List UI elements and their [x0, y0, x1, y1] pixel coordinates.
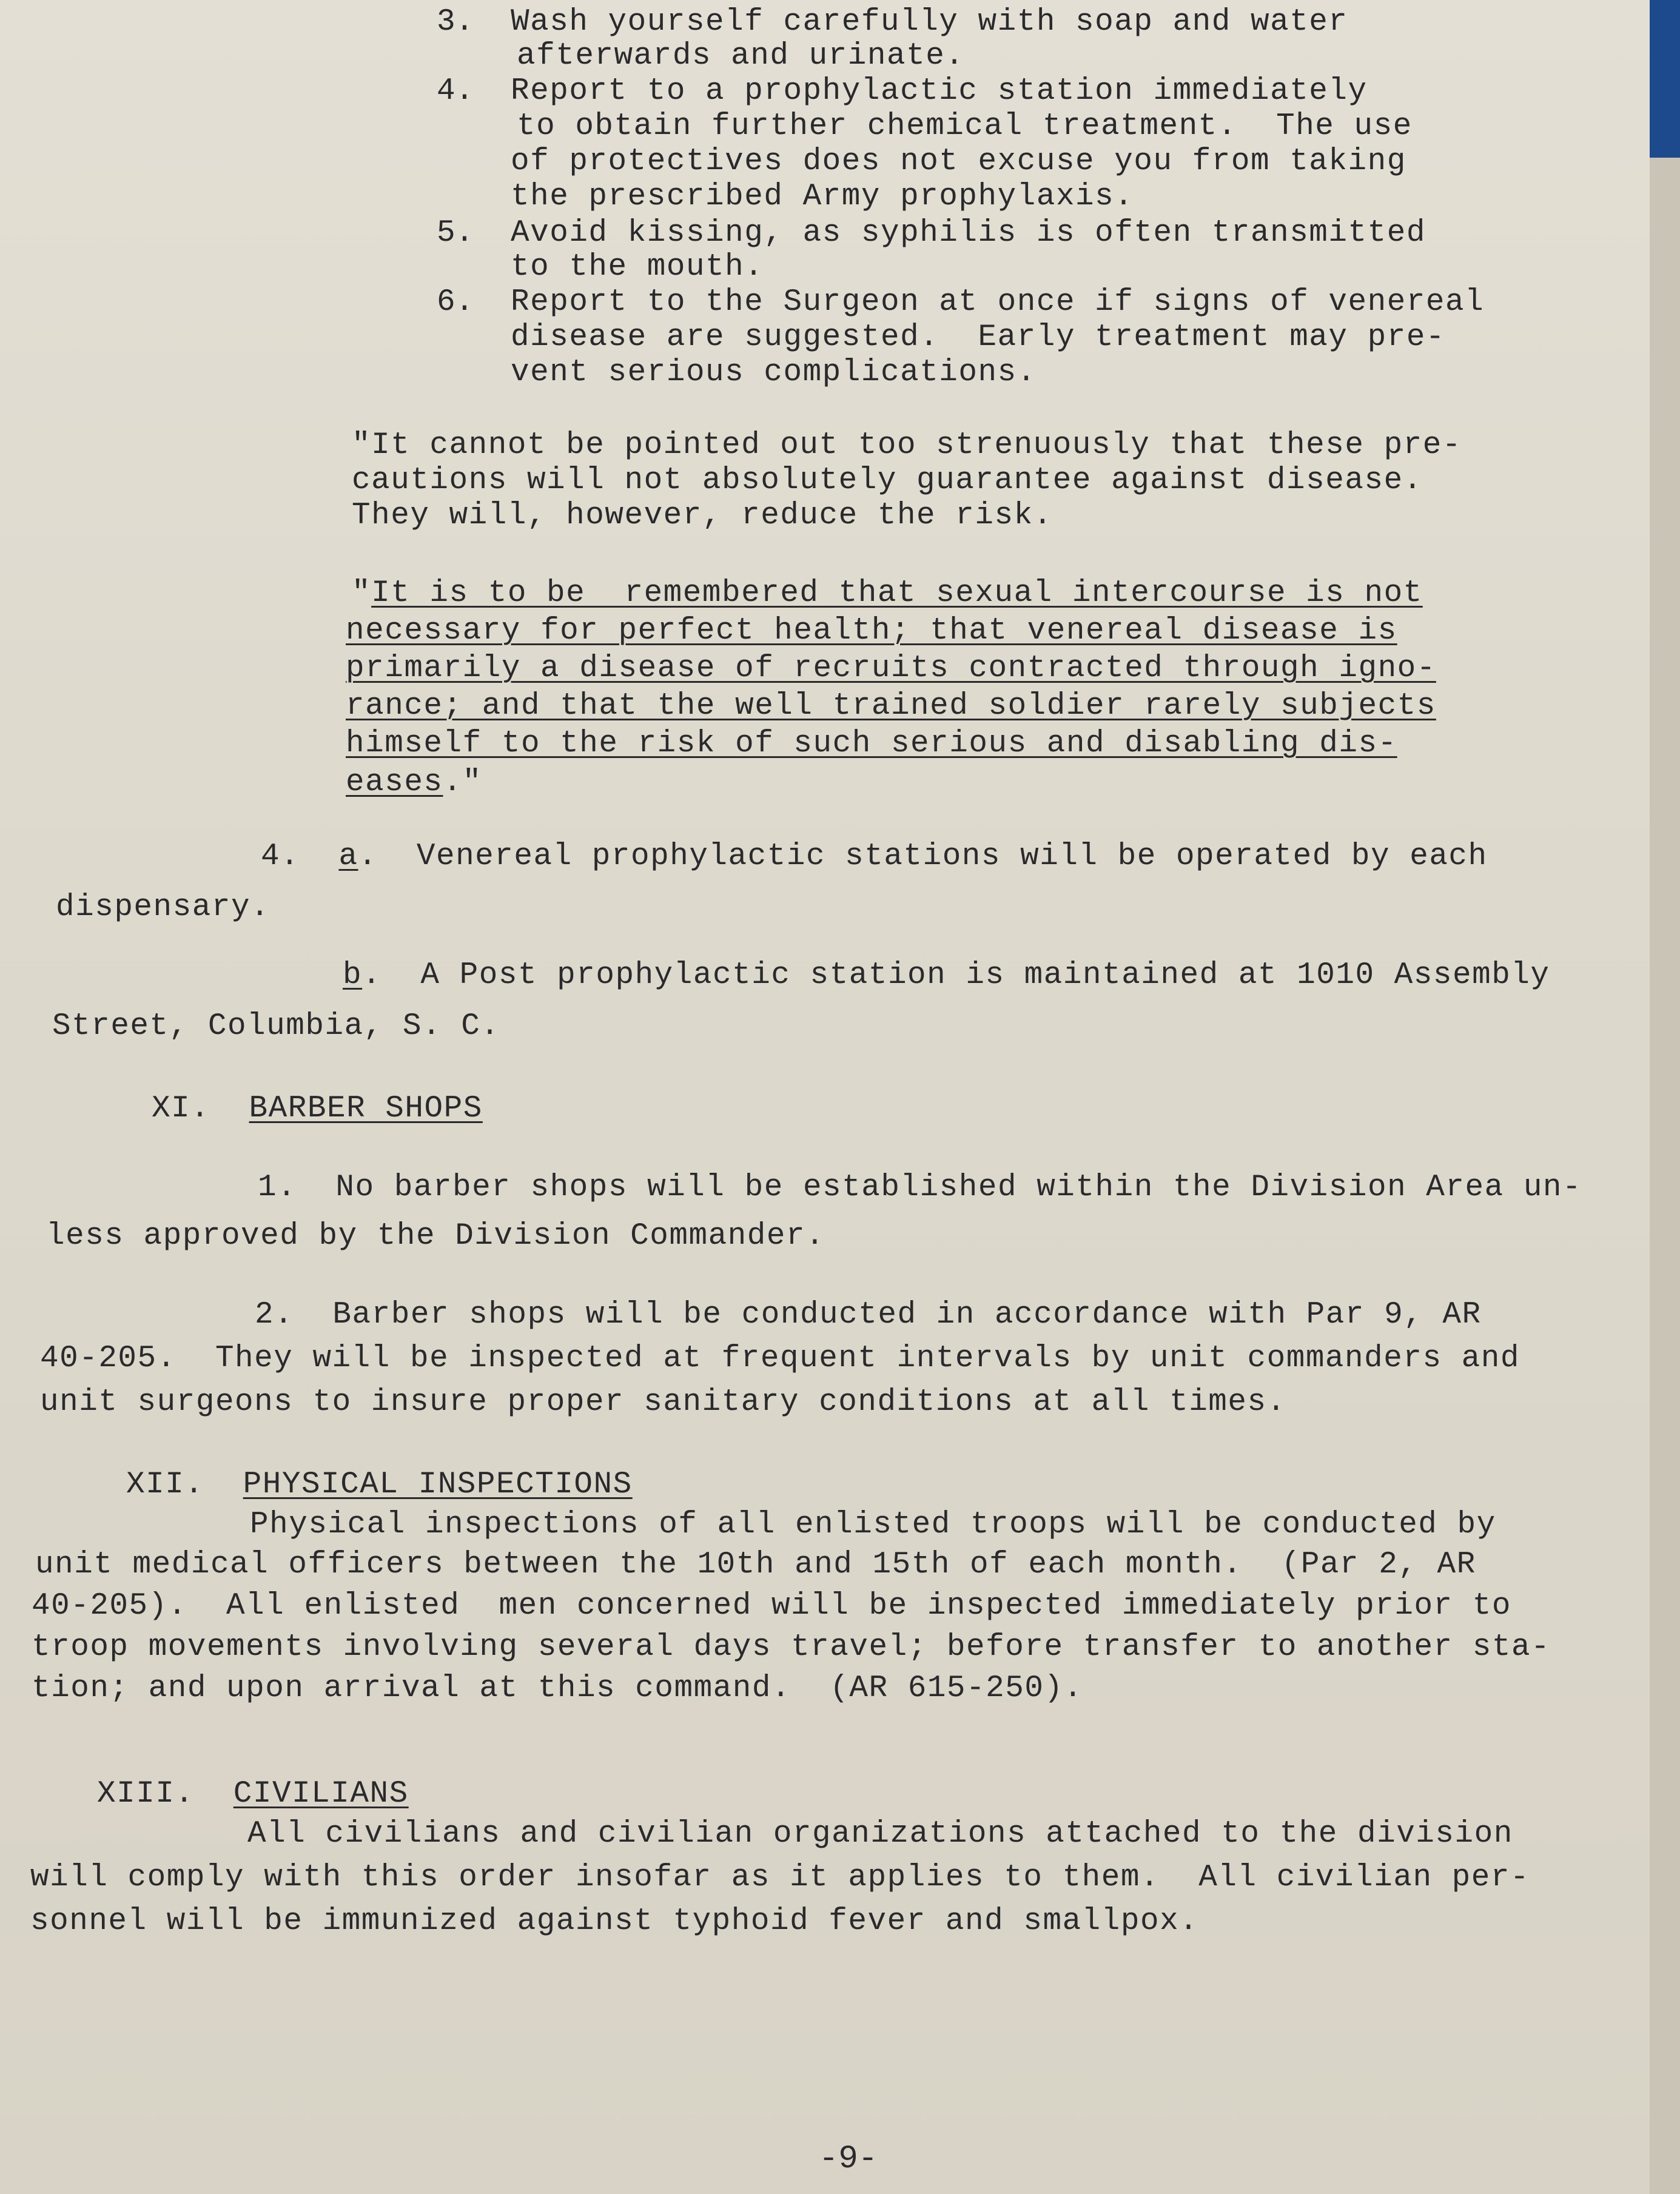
section-xiii-heading: XIII. CIVILIANS — [97, 1777, 409, 1811]
para-4a-cont: dispensary. — [56, 890, 270, 925]
section-xii-line: tion; and upon arrival at this command. (AR 615-250). — [32, 1671, 1083, 1706]
list-line: afterwards and urinate. — [517, 39, 965, 73]
para-4b-cont: Street, Columbia, S. C. — [52, 1009, 500, 1044]
quote-line: They will, however, reduce the risk. — [352, 498, 1053, 533]
quote-underlined-line: rance; and that the well trained soldier rarely subjects — [346, 689, 1436, 723]
section-xi-heading: XI. BARBER SHOPS — [152, 1092, 483, 1126]
list-num-4: 4. — [437, 74, 474, 109]
quote-line: cautions will not absolutely guarantee against disease. — [352, 463, 1423, 498]
quote-underlined-line: "It is to be remembered that sexual intercourse is not — [352, 576, 1423, 611]
list-line: to the mouth. — [511, 250, 764, 284]
background-edge — [1650, 158, 1680, 2194]
section-xii-heading: XII. PHYSICAL INSPECTIONS — [126, 1468, 633, 1502]
list-num-6: 6. — [437, 285, 474, 320]
quote-line: "It cannot be pointed out too strenuously that these pre- — [352, 428, 1462, 463]
section-xii-line: 40-205). All enlisted men concerned will be inspected immediately prior to — [32, 1589, 1511, 1623]
list-line: vent serious complications. — [511, 355, 1037, 390]
section-xiii-line: sonnel will be immunized against typhoid fever and smallpox. — [30, 1904, 1199, 1939]
page-number: -9- — [819, 2141, 878, 2178]
section-xiii-line: All civilians and civilian organizations attached to the division — [247, 1817, 1513, 1851]
list-line: of protectives does not excuse you from taking — [511, 144, 1406, 179]
para-4a: 4. a. Venereal prophylactic stations will be operated by each — [261, 839, 1488, 874]
section-xi-p1: 1. No barber shops will be established within the Division Area un- — [258, 1170, 1582, 1205]
quote-underlined-line: himself to the risk of such serious and disabling dis- — [346, 726, 1397, 761]
section-xi-p2: unit surgeons to insure proper sanitary conditions at all times. — [40, 1385, 1286, 1420]
list-line: Report to a prophylactic station immediately — [511, 74, 1368, 109]
list-line: disease are suggested. Early treatment may pre- — [511, 320, 1446, 355]
para-4b: b. A Post prophylactic station is maintained at 1010 Assembly — [343, 958, 1550, 993]
list-line: to obtain further chemical treatment. The use — [517, 109, 1413, 144]
section-xii-line: troop movements involving several days travel; before transfer to another sta- — [32, 1630, 1551, 1665]
list-num-3: 3. — [437, 5, 474, 39]
quote-underlined-line: primarily a disease of recruits contracted through igno- — [346, 651, 1436, 686]
section-xi-p2: 2. Barber shops will be conducted in accordance with Par 9, AR — [255, 1298, 1482, 1332]
list-line: Wash yourself carefully with soap and water — [511, 5, 1348, 39]
section-xi-p1: less approved by the Division Commander. — [46, 1219, 825, 1253]
list-line: Report to the Surgeon at once if signs of venereal — [511, 285, 1485, 320]
section-xii-line: Physical inspections of all enlisted troops will be conducted by — [250, 1508, 1496, 1542]
section-xi-p2: 40-205. They will be inspected at frequent intervals by unit commanders and — [40, 1341, 1520, 1376]
blue-edge — [1650, 0, 1680, 158]
quote-underlined-line: necessary for perfect health; that venereal disease is — [346, 614, 1397, 648]
section-xii-line: unit medical officers between the 10th and 15th of each month. (Par 2, AR — [35, 1548, 1476, 1582]
quote-underlined-line: eases." — [346, 765, 482, 800]
list-line: Avoid kissing, as syphilis is often transmitted — [511, 216, 1426, 250]
list-num-5: 5. — [437, 216, 474, 250]
section-xiii-line: will comply with this order insofar as it applies to them. All civilian per- — [30, 1860, 1530, 1895]
list-line: the prescribed Army prophylaxis. — [511, 179, 1134, 214]
